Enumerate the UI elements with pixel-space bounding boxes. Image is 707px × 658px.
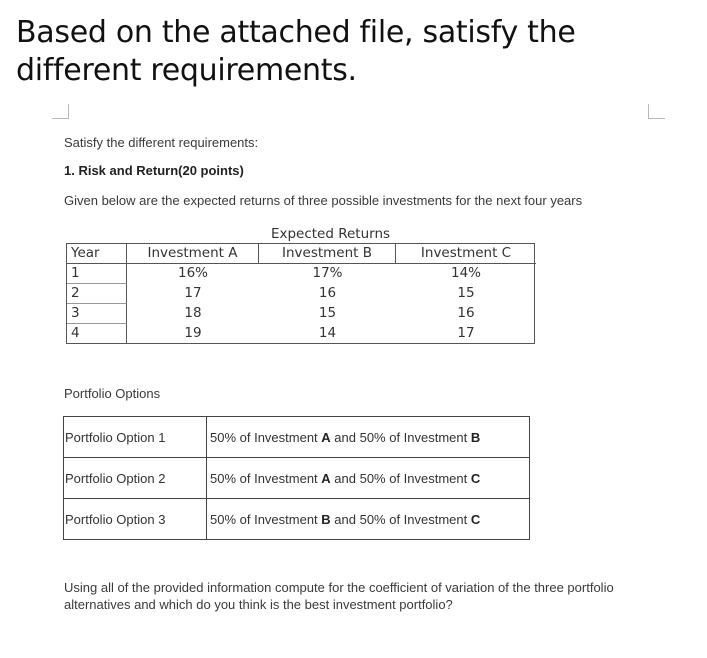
crop-corner-left [52,104,69,119]
year-cell: 4 [67,324,127,343]
returns-grid [66,243,535,344]
table-caption: Expected Returns [270,226,391,242]
portfolio-description: 50% of Investment A and 50% of Investment B [207,417,530,458]
value-cell: 15 [457,285,475,301]
year-cell: 1 [67,264,127,284]
portfolio-name: Portfolio Option 3 [64,499,207,540]
question-text: Based on the attached file, satisfy the different requirements. [16,15,576,88]
document-intro: Satisfy the different requirements: [64,135,259,150]
value-cell: 17 [184,285,202,301]
header-year: Year [67,244,127,264]
value-cell: 16 [457,305,475,321]
portfolio-name: Portfolio Option 2 [64,458,207,499]
portfolio-options-table [63,416,530,540]
value-cell: 18 [184,305,202,321]
given-text: Given below are the expected returns of three possible investments for the next four years [64,193,583,208]
header-investment-c: Investment C [396,244,536,264]
value-cell: 14 [318,325,337,341]
table-row [64,417,530,458]
closing-question: Using all of the provided information compute for the coefficient of variation of the three portfolio alternatives and which do you think is the best investment portfolio? [64,580,614,612]
portfolio-name: Portfolio Option 1 [64,417,207,458]
value-cell: 15 [318,305,337,321]
crop-corner-right [648,104,665,119]
table-row [64,458,530,499]
portfolio-description: 50% of Investment A and 50% of Investment C [207,458,530,499]
portfolio-options-label: Portfolio Options [64,386,161,401]
year-cell: 3 [67,304,127,324]
value-cell: 17% [312,265,343,281]
value-cell: 14% [450,265,481,281]
header-investment-b: Investment B [259,244,396,264]
table-row [64,499,530,540]
value-cell: 16 [318,285,337,301]
portfolio-description: 50% of Investment B and 50% of Investment C [207,499,530,540]
value-cell: 19 [184,325,202,341]
section-heading: 1. Risk and Return(20 points) [64,163,244,178]
header-investment-a: Investment A [127,244,259,264]
value-cell: 17 [457,325,475,341]
value-cell: 16% [177,265,208,281]
expected-returns-table [66,225,535,344]
year-cell: 2 [67,284,127,304]
